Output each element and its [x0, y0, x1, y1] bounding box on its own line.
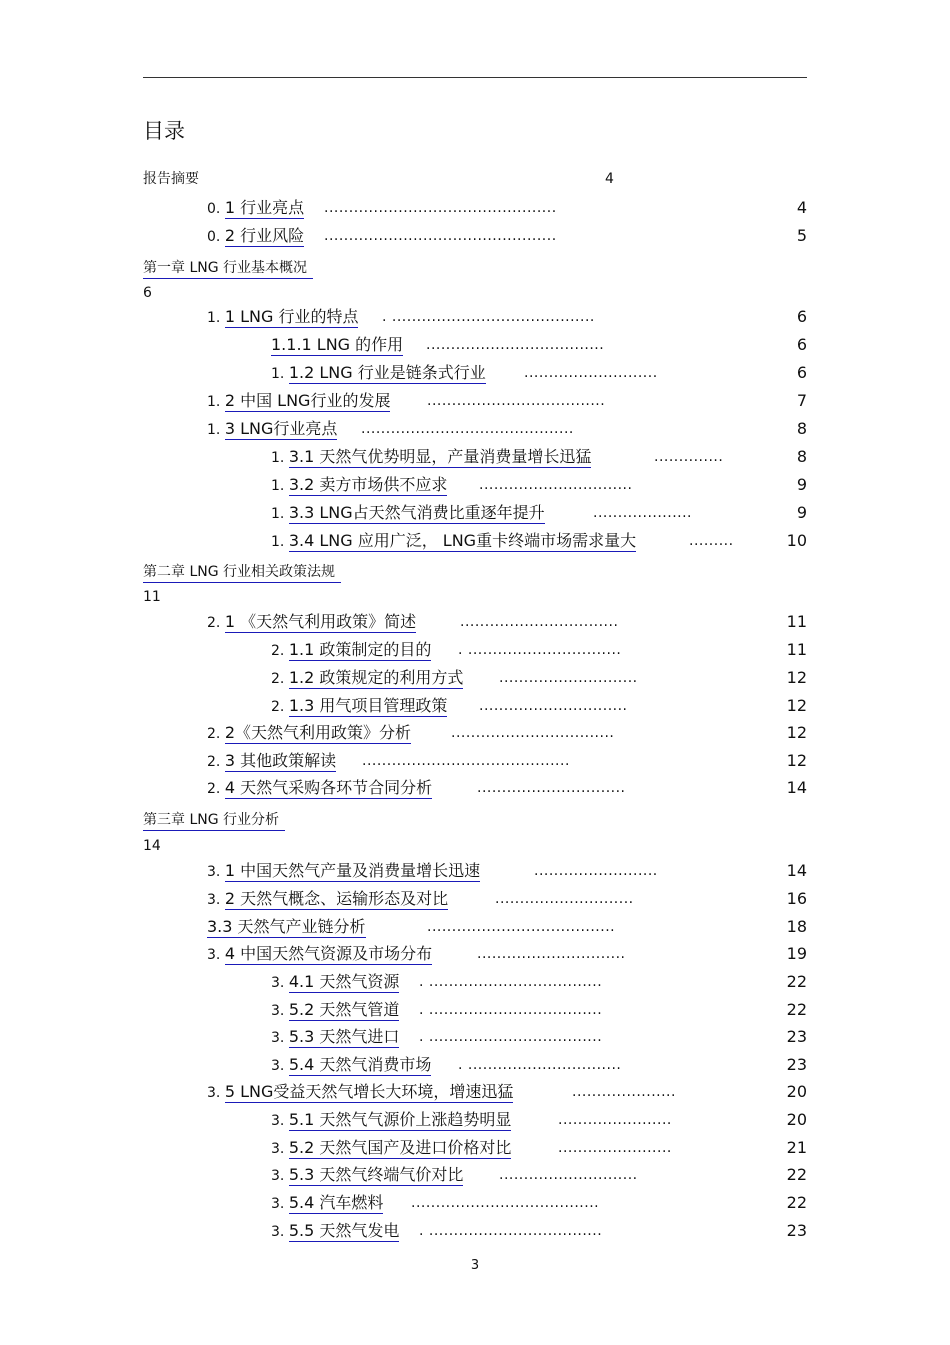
entry-link[interactable]: 3.2 卖方市场供不应求 — [288, 475, 448, 494]
entry-prefix: 3. — [271, 1224, 289, 1240]
entry-page-number: 12 — [786, 723, 807, 742]
entry-link[interactable]: 5.4 天然气消费市场 — [288, 1055, 432, 1074]
entry-prefix: 3. — [271, 1168, 289, 1184]
entry-link[interactable]: 1 中国天然气产量及消费量增长迅速 — [224, 861, 481, 880]
entry-link[interactable]: 4 中国天然气资源及市场分布 — [224, 944, 433, 963]
entry-page-number: 12 — [786, 696, 807, 715]
entry-page-number: 9 — [796, 475, 807, 494]
toc-entry[interactable] — [271, 1137, 672, 1159]
toc-entry[interactable] — [271, 1164, 638, 1186]
dot-leader: ...................................... — [411, 1195, 600, 1211]
entry-link[interactable]: 1.2 政策规定的利用方式 — [288, 668, 464, 687]
entry-link[interactable]: 1 《天然气利用政策》简述 — [224, 612, 417, 631]
entry-page-number: 6 — [796, 335, 807, 354]
entry-prefix: 2. — [207, 754, 225, 770]
page-footer-number: 3 — [470, 1258, 480, 1273]
entry-page-number: 19 — [786, 944, 807, 963]
entry-link[interactable]: 4.1 天然气资源 — [288, 972, 400, 991]
toc-entry[interactable] — [271, 362, 658, 384]
toc-entry[interactable] — [207, 750, 570, 772]
toc-entry[interactable] — [207, 722, 615, 744]
toc-entry[interactable] — [271, 1220, 603, 1242]
chapter-heading[interactable]: 第一章 LNG 行业基本概况 — [143, 258, 313, 279]
entry-prefix: 0. — [207, 229, 225, 245]
entry-prefix: 3. — [271, 1196, 289, 1212]
toc-entry[interactable] — [207, 777, 626, 799]
entry-link[interactable]: 3.1 天然气优势明显，产量消费量增长迅猛 — [288, 447, 592, 466]
chapter-page-number: 6 — [143, 285, 152, 301]
entry-prefix: 3. — [271, 1141, 289, 1157]
dot-leader: .............................. — [479, 698, 628, 714]
entry-link[interactable]: 2《天然气利用政策》分析 — [224, 723, 411, 742]
entry-prefix: 3. — [271, 1113, 289, 1129]
entry-prefix: 3. — [271, 1003, 289, 1019]
entry-prefix: 0. — [207, 201, 225, 217]
entry-page-number: 23 — [786, 1027, 807, 1046]
entry-page-number: 8 — [796, 447, 807, 466]
summary-page-number: 4 — [605, 171, 614, 187]
dot-leader: . ................................... — [419, 1029, 603, 1045]
entry-page-number: 23 — [786, 1221, 807, 1240]
entry-link[interactable]: 5.5 天然气发电 — [288, 1221, 400, 1240]
entry-page-number: 5 — [796, 226, 807, 245]
toc-entry[interactable] — [207, 943, 626, 965]
toc-entry[interactable] — [271, 667, 638, 689]
dot-leader: . ................................... — [419, 1002, 603, 1018]
entry-link[interactable]: 5.4 汽车燃料 — [288, 1193, 384, 1212]
entry-page-number: 16 — [786, 889, 807, 908]
toc-entry[interactable] — [207, 860, 658, 882]
toc-entry[interactable] — [207, 1081, 676, 1103]
entry-link[interactable]: 1.3 用气项目管理政策 — [288, 696, 448, 715]
entry-prefix: 2. — [271, 699, 289, 715]
dot-leader: .................................... — [427, 393, 606, 409]
dot-leader: ............................ — [499, 1167, 638, 1183]
toc-entry[interactable] — [271, 446, 724, 468]
toc-entry[interactable] — [271, 999, 603, 1021]
entry-link[interactable]: 1 行业亮点 — [224, 198, 305, 217]
dot-leader: .......................................... — [362, 753, 570, 769]
entry-prefix: 2. — [207, 781, 225, 797]
entry-prefix: 1. — [271, 366, 289, 382]
entry-link[interactable]: 5.3 天然气终端气价对比 — [288, 1165, 464, 1184]
dot-leader: . ......................................... — [382, 309, 595, 325]
dot-leader: ........................................... — [361, 421, 574, 437]
entry-link[interactable]: 1.1.1 LNG 的作用 — [271, 335, 404, 354]
entry-page-number: 6 — [796, 307, 807, 326]
entry-link[interactable]: 2 天然气概念、运输形态及对比 — [224, 889, 449, 908]
dot-leader: ....................... — [558, 1140, 672, 1156]
toc-entry[interactable] — [207, 418, 574, 440]
dot-leader: ............................... — [479, 477, 633, 493]
entry-prefix: 2. — [207, 615, 225, 631]
dot-leader: ....................... — [558, 1112, 672, 1128]
toc-entry[interactable] — [207, 888, 634, 910]
entry-page-number: 7 — [796, 391, 807, 410]
entry-prefix: 2. — [271, 643, 289, 659]
entry-page-number: 23 — [786, 1055, 807, 1074]
entry-prefix: 2. — [207, 726, 225, 742]
entry-page-number: 9 — [796, 503, 807, 522]
entry-page-number: 22 — [786, 1193, 807, 1212]
dot-leader: . ................................... — [419, 974, 603, 990]
entry-page-number: 22 — [786, 972, 807, 991]
dot-leader: .............................. — [477, 780, 626, 796]
dot-leader: ............................ — [499, 670, 638, 686]
entry-link[interactable]: 5.2 天然气管道 — [288, 1000, 400, 1019]
entry-prefix: 1. — [271, 478, 289, 494]
dot-leader: . ............................... — [458, 1057, 622, 1073]
dot-leader: .................................... — [426, 337, 605, 353]
dot-leader: .............................. — [477, 946, 626, 962]
dot-leader: ................................. — [451, 725, 615, 741]
entry-prefix: 3. — [207, 892, 225, 908]
toc-entry[interactable] — [271, 502, 693, 524]
summary-label[interactable]: 报告摘要 — [143, 171, 199, 187]
entry-link[interactable]: 3.4 LNG 应用广泛， LNG重卡终端市场需求量大 — [288, 531, 637, 550]
entry-link[interactable]: 1.1 政策制定的目的 — [288, 640, 432, 659]
toc-entry[interactable] — [271, 530, 734, 552]
entry-prefix: 1. — [271, 534, 289, 550]
entry-link[interactable]: 5.2 天然气国产及进口价格对比 — [288, 1138, 512, 1157]
chapter-heading[interactable]: 第三章 LNG 行业分析 — [143, 810, 285, 831]
entry-page-number: 12 — [786, 751, 807, 770]
entry-link[interactable]: 5 LNG受益天然气增长大环境，增速迅猛 — [224, 1082, 514, 1101]
toc-entry[interactable] — [271, 639, 622, 661]
dot-leader: ........................... — [524, 365, 658, 381]
dot-leader: ......... — [689, 533, 734, 549]
entry-page-number: 22 — [786, 1165, 807, 1184]
dot-leader: ............................ — [495, 891, 634, 907]
toc-entry[interactable] — [271, 1054, 622, 1076]
toc-entry[interactable] — [271, 474, 633, 496]
toc-entry[interactable] — [271, 1109, 672, 1131]
entry-page-number: 6 — [796, 363, 807, 382]
entry-prefix: 1. — [207, 394, 225, 410]
toc-entry[interactable] — [271, 971, 603, 993]
entry-page-number: 14 — [786, 861, 807, 880]
entry-prefix: 3. — [207, 1085, 225, 1101]
entry-page-number: 14 — [786, 778, 807, 797]
dot-leader: ................................ — [460, 614, 619, 630]
entry-link[interactable]: 3.3 天然气产业链分析 — [207, 917, 366, 936]
dot-leader: ............................................... — [324, 228, 557, 244]
entry-page-number: 11 — [786, 640, 807, 659]
entry-page-number: 20 — [786, 1082, 807, 1101]
toc-entry[interactable] — [207, 390, 606, 412]
entry-prefix: 1. — [271, 506, 289, 522]
entry-link[interactable]: 3 其他政策解读 — [224, 751, 337, 770]
entry-page-number: 21 — [786, 1138, 807, 1157]
entry-page-number: 12 — [786, 668, 807, 687]
chapter-heading[interactable]: 第二章 LNG 行业相关政策法规 — [143, 562, 341, 583]
toc-entry[interactable] — [207, 916, 616, 938]
entry-prefix: 1. — [271, 450, 289, 466]
entry-page-number: 10 — [786, 531, 807, 550]
entry-page-number: 11 — [786, 612, 807, 631]
toc-entry[interactable] — [271, 1026, 603, 1048]
entry-link[interactable]: 5.1 天然气气源价上涨趋势明显 — [288, 1110, 512, 1129]
entry-link[interactable]: 2 行业风险 — [224, 226, 305, 245]
entry-prefix: 3. — [271, 975, 289, 991]
dot-leader: . ................................... — [419, 1223, 603, 1239]
dot-leader: ..................... — [572, 1084, 676, 1100]
toc-entry[interactable] — [207, 197, 557, 219]
dot-leader: . ............................... — [458, 642, 622, 658]
entry-link[interactable]: 2 中国 LNG行业的发展 — [224, 391, 391, 410]
toc-entry[interactable] — [207, 225, 557, 247]
toc-entry[interactable] — [271, 695, 628, 717]
entry-prefix: 3. — [207, 864, 225, 880]
entry-link[interactable]: 3 LNG行业亮点 — [224, 419, 338, 438]
dot-leader: ............................................... — [324, 200, 557, 216]
entry-page-number: 22 — [786, 1000, 807, 1019]
dot-leader: ...................................... — [427, 919, 616, 935]
entry-prefix: 1. — [207, 422, 225, 438]
entry-link[interactable]: 1 LNG 行业的特点 — [224, 307, 359, 326]
entry-page-number: 20 — [786, 1110, 807, 1129]
entry-link[interactable]: 1.2 LNG 行业是链条式行业 — [288, 363, 486, 382]
chapter-page-number: 11 — [143, 589, 161, 605]
dot-leader: ......................... — [534, 863, 658, 879]
entry-link[interactable]: 3.3 LNG占天然气消费比重逐年提升 — [288, 503, 545, 522]
entry-prefix: 2. — [271, 671, 289, 687]
chapter-page-number: 14 — [143, 838, 161, 854]
entry-link[interactable]: 4 天然气采购各环节合同分析 — [224, 778, 433, 797]
entry-prefix: 3. — [207, 947, 225, 963]
entry-prefix: 3. — [271, 1030, 289, 1046]
entry-prefix: 3. — [271, 1058, 289, 1074]
toc-title: 目录 — [143, 119, 185, 143]
entry-page-number: 4 — [796, 198, 807, 217]
dot-leader: .................... — [593, 505, 693, 521]
entry-page-number: 8 — [796, 419, 807, 438]
toc-entry[interactable] — [271, 1192, 600, 1214]
toc-entry[interactable] — [207, 306, 595, 328]
dot-leader: .............. — [654, 449, 724, 465]
entry-page-number: 18 — [786, 917, 807, 936]
toc-entry[interactable] — [207, 611, 619, 633]
entry-prefix: 1. — [207, 310, 225, 326]
toc-entry[interactable] — [271, 334, 605, 356]
entry-link[interactable]: 5.3 天然气进口 — [288, 1027, 400, 1046]
